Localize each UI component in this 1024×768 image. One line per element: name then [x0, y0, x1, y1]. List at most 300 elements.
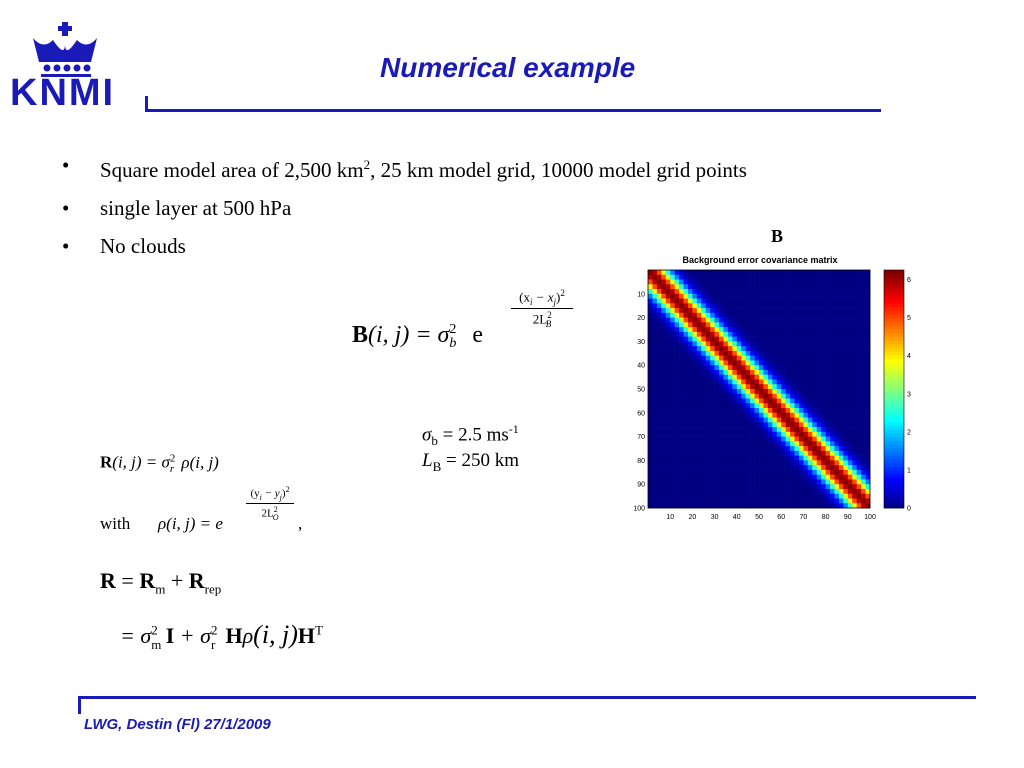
- r-expand-equation: = $\sigma^2$ m $I + \sigma^2$ r Hρ(i, $j)H^T$: [120, 620, 323, 652]
- heatmap-cell: [852, 437, 857, 442]
- heatmap-cell: [852, 403, 857, 408]
- heatmap-cell: [706, 484, 711, 489]
- heatmap-cell: [759, 375, 764, 380]
- heatmap-cell: [768, 446, 773, 451]
- heatmap-cell: [768, 465, 773, 470]
- heatmap-cell: [830, 303, 835, 308]
- heatmap-cell: [679, 456, 684, 461]
- heatmap-cell: [768, 303, 773, 308]
- colorbar-segment: [884, 463, 904, 467]
- heatmap-cell: [852, 289, 857, 294]
- heatmap-cell: [857, 275, 862, 280]
- heatmap-cell: [786, 351, 791, 356]
- heatmap-cell: [697, 327, 702, 332]
- heatmap-cell: [746, 351, 751, 356]
- heatmap-cell: [697, 346, 702, 351]
- heatmap-cell: [750, 346, 755, 351]
- heatmap-cell: [701, 284, 706, 289]
- heatmap-cell: [821, 408, 826, 413]
- heatmap-cell: [857, 432, 862, 437]
- heatmap-cell: [839, 351, 844, 356]
- chart-title: Background error covariance matrix: [682, 255, 838, 265]
- heatmap-cell: [848, 289, 853, 294]
- heatmap-cell: [799, 441, 804, 446]
- heatmap-cell: [772, 427, 777, 432]
- heatmap-cell: [697, 432, 702, 437]
- heatmap-cell: [790, 346, 795, 351]
- heatmap-cell: [661, 313, 666, 318]
- heatmap-cell: [652, 498, 657, 503]
- heatmap-cell: [786, 341, 791, 346]
- heatmap-cell: [732, 294, 737, 299]
- heatmap-cell: [839, 494, 844, 499]
- heatmap-cell: [661, 370, 666, 375]
- heatmap-cell: [808, 341, 813, 346]
- heatmap-cell: [834, 432, 839, 437]
- heatmap-cell: [772, 313, 777, 318]
- heatmap-cell: [763, 503, 768, 508]
- heatmap-cell: [710, 341, 715, 346]
- heatmap-cell: [772, 475, 777, 480]
- colorbar-segment: [884, 274, 904, 278]
- x-tick-label: 30: [710, 514, 719, 521]
- heatmap-cell: [857, 422, 862, 427]
- heatmap-cell: [684, 498, 689, 503]
- heatmap-cell: [710, 413, 715, 418]
- heatmap-cell: [657, 375, 662, 380]
- heatmap-cell: [737, 399, 742, 404]
- heatmap-cell: [697, 308, 702, 313]
- heatmap-cell: [834, 337, 839, 342]
- heatmap-cell: [808, 275, 813, 280]
- heatmap-cell: [723, 460, 728, 465]
- heatmap-cell: [830, 413, 835, 418]
- heatmap-cell: [723, 327, 728, 332]
- heatmap-cell: [697, 394, 702, 399]
- heatmap-cell: [817, 456, 822, 461]
- heatmap-cell: [684, 360, 689, 365]
- heatmap-cell: [808, 399, 813, 404]
- heatmap-cell: [834, 498, 839, 503]
- y-tick-label: 80: [637, 457, 645, 465]
- heatmap-cell: [670, 327, 675, 332]
- heatmap-cell: [679, 479, 684, 484]
- heatmap-cell: [786, 446, 791, 451]
- heatmap-cell: [763, 460, 768, 465]
- heatmap-cell: [741, 427, 746, 432]
- heatmap-cell: [737, 327, 742, 332]
- heatmap-cell: [786, 308, 791, 313]
- heatmap-cell: [803, 479, 808, 484]
- heatmap-cell: [768, 399, 773, 404]
- heatmap-cell: [834, 346, 839, 351]
- heatmap-cell: [799, 313, 804, 318]
- heatmap-cell: [790, 399, 795, 404]
- colorbar-segment: [884, 456, 904, 460]
- heatmap-cell: [795, 346, 800, 351]
- heatmap-cell: [701, 299, 706, 304]
- heatmap-cell: [795, 375, 800, 380]
- heatmap-cell: [670, 346, 675, 351]
- heatmap-cell: [852, 365, 857, 370]
- heatmap-cell: [648, 418, 653, 423]
- heatmap-cell: [852, 456, 857, 461]
- heatmap-cell: [843, 284, 848, 289]
- heatmap-cell: [821, 327, 826, 332]
- heatmap-cell: [706, 389, 711, 394]
- heatmap-cell: [652, 441, 657, 446]
- heatmap-cell: [763, 427, 768, 432]
- heatmap-cell: [852, 470, 857, 475]
- heatmap-cell: [675, 332, 680, 337]
- heatmap-cell: [741, 365, 746, 370]
- heatmap-cell: [684, 451, 689, 456]
- heatmap-cell: [839, 365, 844, 370]
- heatmap-cell: [803, 289, 808, 294]
- heatmap-cell: [732, 403, 737, 408]
- heatmap-cell: [670, 479, 675, 484]
- r-sum-equation: $R = R_m + R_{rep}$: [100, 568, 222, 597]
- heatmap-cell: [830, 503, 835, 508]
- heatmap-cell: [750, 351, 755, 356]
- heatmap-cell: [861, 322, 866, 327]
- heatmap-cell: [701, 375, 706, 380]
- heatmap-cell: [861, 456, 866, 461]
- heatmap-cell: [732, 389, 737, 394]
- heatmap-cell: [781, 270, 786, 275]
- heatmap-cell: [759, 284, 764, 289]
- heatmap-cell: [803, 351, 808, 356]
- heatmap-cell: [848, 422, 853, 427]
- heatmap-cell: [692, 337, 697, 342]
- heatmap-cell: [688, 479, 693, 484]
- bullet-text: single layer at 500 hPa: [100, 196, 292, 220]
- heatmap-cell: [772, 456, 777, 461]
- heatmap-cell: [657, 394, 662, 399]
- heatmap-cell: [741, 332, 746, 337]
- heatmap-cell: [852, 318, 857, 323]
- heatmap-cell: [763, 270, 768, 275]
- heatmap-cell: [750, 441, 755, 446]
- heatmap-cell: [737, 470, 742, 475]
- heatmap-cell: [728, 337, 733, 342]
- heatmap-cell: [652, 284, 657, 289]
- heatmap-cell: [843, 289, 848, 294]
- heatmap-cell: [746, 275, 751, 280]
- heatmap-cell: [759, 465, 764, 470]
- heatmap-cell: [839, 498, 844, 503]
- heatmap-cell: [670, 413, 675, 418]
- heatmap-cell: [697, 465, 702, 470]
- heatmap-cell: [759, 422, 764, 427]
- heatmap-cell: [843, 327, 848, 332]
- heatmap-cell: [692, 270, 697, 275]
- heatmap-cell: [657, 318, 662, 323]
- heatmap-cell: [732, 408, 737, 413]
- heatmap-cell: [737, 308, 742, 313]
- heatmap-cell: [803, 341, 808, 346]
- heatmap-cell: [661, 389, 666, 394]
- heatmap-cell: [795, 370, 800, 375]
- heatmap-cell: [666, 489, 671, 494]
- heatmap-cell: [679, 403, 684, 408]
- heatmap-cell: [768, 365, 773, 370]
- heatmap-cell: [803, 284, 808, 289]
- heatmap-cell: [795, 351, 800, 356]
- heatmap-cell: [648, 313, 653, 318]
- heatmap-cell: [839, 489, 844, 494]
- logo-text: KNMI: [10, 72, 116, 114]
- colorbar-segment: [884, 482, 904, 486]
- heatmap-cell: [652, 308, 657, 313]
- heatmap-cell: [728, 432, 733, 437]
- param-lb: $L_B = 250$ km: [422, 450, 519, 474]
- heatmap-cell: [781, 284, 786, 289]
- heatmap-cell: [808, 280, 813, 285]
- heatmap-cell: [812, 365, 817, 370]
- heatmap-cell: [728, 503, 733, 508]
- heatmap-cell: [826, 503, 831, 508]
- heatmap-cell: [648, 427, 653, 432]
- heatmap-cell: [830, 446, 835, 451]
- heatmap-cell: [839, 418, 844, 423]
- heatmap-cell: [866, 360, 871, 365]
- colorbar-segment: [884, 311, 904, 315]
- heatmap-cell: [826, 494, 831, 499]
- heatmap-cell: [750, 289, 755, 294]
- heatmap-cell: [648, 275, 653, 280]
- heatmap-cell: [732, 494, 737, 499]
- heatmap-cell: [808, 284, 813, 289]
- param-sigma-b: $\sigma_b = 2.5$ $ms^{-1}$: [422, 422, 519, 449]
- heatmap-cell: [706, 375, 711, 380]
- heatmap-cell: [710, 399, 715, 404]
- heatmap-cell: [746, 470, 751, 475]
- heatmap-cell: [728, 346, 733, 351]
- heatmap-cell: [790, 408, 795, 413]
- heatmap-cell: [648, 308, 653, 313]
- heatmap-cell: [799, 489, 804, 494]
- heatmap-cell: [701, 379, 706, 384]
- heatmap-cell: [772, 375, 777, 380]
- heatmap-cell: [675, 399, 680, 404]
- heatmap-cell: [648, 379, 653, 384]
- heatmap-cell: [710, 322, 715, 327]
- heatmap-cell: [826, 456, 831, 461]
- heatmap-cell: [843, 489, 848, 494]
- heatmap-cell: [866, 318, 871, 323]
- heatmap-cell: [755, 498, 760, 503]
- heatmap-cell: [715, 313, 720, 318]
- heatmap-cell: [719, 479, 724, 484]
- heatmap-cell: [799, 341, 804, 346]
- heatmap-cell: [688, 408, 693, 413]
- heatmap-cell: [817, 299, 822, 304]
- heatmap-cell: [803, 360, 808, 365]
- heatmap-cell: [777, 360, 782, 365]
- heatmap-cell: [866, 384, 871, 389]
- heatmap-cell: [750, 413, 755, 418]
- heatmap-cell: [790, 446, 795, 451]
- heatmap-cell: [755, 299, 760, 304]
- heatmap-cell: [701, 484, 706, 489]
- heatmap-cell: [781, 465, 786, 470]
- heatmap-cell: [706, 313, 711, 318]
- heatmap-cell: [657, 360, 662, 365]
- heatmap-cell: [763, 384, 768, 389]
- heatmap-cell: [732, 484, 737, 489]
- heatmap-cell: [852, 484, 857, 489]
- heatmap-cell: [826, 484, 831, 489]
- heatmap-cell: [817, 446, 822, 451]
- heatmap-cell: [670, 318, 675, 323]
- heatmap-cell: [857, 341, 862, 346]
- heatmap-cell: [737, 498, 742, 503]
- heatmap-cell: [675, 327, 680, 332]
- heatmap-cell: [701, 337, 706, 342]
- heatmap-cell: [661, 399, 666, 404]
- heatmap-cell: [803, 498, 808, 503]
- heatmap-cell: [803, 484, 808, 489]
- heatmap-cell: [830, 437, 835, 442]
- heatmap-cell: [657, 503, 662, 508]
- heatmap-cell: [866, 479, 871, 484]
- heatmap-cell: [715, 451, 720, 456]
- heatmap-cell: [715, 303, 720, 308]
- colorbar-segment: [884, 363, 904, 367]
- heatmap-cell: [852, 389, 857, 394]
- heatmap-cell: [821, 313, 826, 318]
- heatmap-cell: [857, 456, 862, 461]
- heatmap-cell: [688, 418, 693, 423]
- heatmap-cell: [692, 370, 697, 375]
- heatmap-cell: [843, 451, 848, 456]
- heatmap-cell: [723, 332, 728, 337]
- heatmap-cell: [755, 484, 760, 489]
- heatmap-cell: [670, 360, 675, 365]
- heatmap-cell: [812, 270, 817, 275]
- heatmap-cell: [661, 489, 666, 494]
- heatmap-cell: [826, 332, 831, 337]
- heatmap-cell: [728, 418, 733, 423]
- heatmap-cell: [772, 503, 777, 508]
- heatmap-cell: [812, 318, 817, 323]
- heatmap-cell: [852, 356, 857, 361]
- heatmap-cell: [790, 432, 795, 437]
- heatmap-cell: [715, 322, 720, 327]
- heatmap-cell: [657, 475, 662, 480]
- heatmap-cell: [866, 365, 871, 370]
- heatmap-cell: [746, 360, 751, 365]
- heatmap-cell: [795, 289, 800, 294]
- heatmap-cell: [821, 446, 826, 451]
- heatmap-cell: [688, 427, 693, 432]
- heatmap-cell: [732, 432, 737, 437]
- heatmap-cell: [652, 322, 657, 327]
- heatmap-cell: [821, 365, 826, 370]
- heatmap-cell: [666, 294, 671, 299]
- heatmap-cell: [866, 484, 871, 489]
- heatmap-cell: [843, 432, 848, 437]
- heatmap-cell: [706, 270, 711, 275]
- heatmap-cell: [715, 389, 720, 394]
- heatmap-cell: [715, 399, 720, 404]
- heatmap-cell: [715, 294, 720, 299]
- heatmap-cell: [701, 370, 706, 375]
- heatmap-cell: [843, 370, 848, 375]
- heatmap-cell: [688, 394, 693, 399]
- colorbar-segment: [884, 370, 904, 374]
- heatmap-cell: [821, 280, 826, 285]
- heatmap-cell: [728, 384, 733, 389]
- heatmap-cell: [781, 460, 786, 465]
- heatmap-cell: [799, 322, 804, 327]
- heatmap-cell: [648, 299, 653, 304]
- heatmap-cell: [701, 432, 706, 437]
- heatmap-cell: [675, 418, 680, 423]
- heatmap-cell: [843, 465, 848, 470]
- heatmap-cell: [812, 470, 817, 475]
- heatmap-cell: [710, 332, 715, 337]
- heatmap-cell: [772, 360, 777, 365]
- heatmap-cell: [750, 375, 755, 380]
- heatmap-cell: [657, 332, 662, 337]
- heatmap-cell: [715, 503, 720, 508]
- heatmap-cell: [679, 375, 684, 380]
- heatmap-cell: [697, 360, 702, 365]
- heatmap-cell: [830, 399, 835, 404]
- heatmap-cell: [706, 460, 711, 465]
- heatmap-cell: [759, 322, 764, 327]
- heatmap-cell: [777, 484, 782, 489]
- heatmap-cell: [670, 494, 675, 499]
- heatmap-cell: [706, 456, 711, 461]
- heatmap-cell: [710, 270, 715, 275]
- heatmap-cell: [719, 498, 724, 503]
- heatmap-cell: [697, 441, 702, 446]
- heatmap-cell: [652, 384, 657, 389]
- heatmap-cell: [710, 408, 715, 413]
- heatmap-cell: [812, 299, 817, 304]
- heatmap-cell: [666, 427, 671, 432]
- heatmap-cell: [830, 294, 835, 299]
- heatmap-cell: [706, 422, 711, 427]
- heatmap-cell: [843, 365, 848, 370]
- heatmap-cell: [661, 418, 666, 423]
- heatmap-cell: [732, 379, 737, 384]
- heatmap-cell: [706, 308, 711, 313]
- heatmap-cell: [786, 284, 791, 289]
- heatmap-cell: [777, 346, 782, 351]
- heatmap-cell: [750, 479, 755, 484]
- heatmap-cell: [821, 379, 826, 384]
- heatmap-cell: [795, 299, 800, 304]
- heatmap-cell: [852, 379, 857, 384]
- heatmap-cell: [834, 322, 839, 327]
- heatmap-cell: [857, 503, 862, 508]
- heatmap-cell: [830, 299, 835, 304]
- heatmap-cell: [777, 460, 782, 465]
- heatmap-cell: [826, 337, 831, 342]
- heatmap-cell: [661, 427, 666, 432]
- heatmap-cell: [763, 494, 768, 499]
- heatmap-cell: [652, 456, 657, 461]
- heatmap-cell: [861, 337, 866, 342]
- heatmap-cell: [741, 360, 746, 365]
- heatmap-cell: [834, 375, 839, 380]
- heatmap-cell: [755, 384, 760, 389]
- heatmap-cell: [803, 403, 808, 408]
